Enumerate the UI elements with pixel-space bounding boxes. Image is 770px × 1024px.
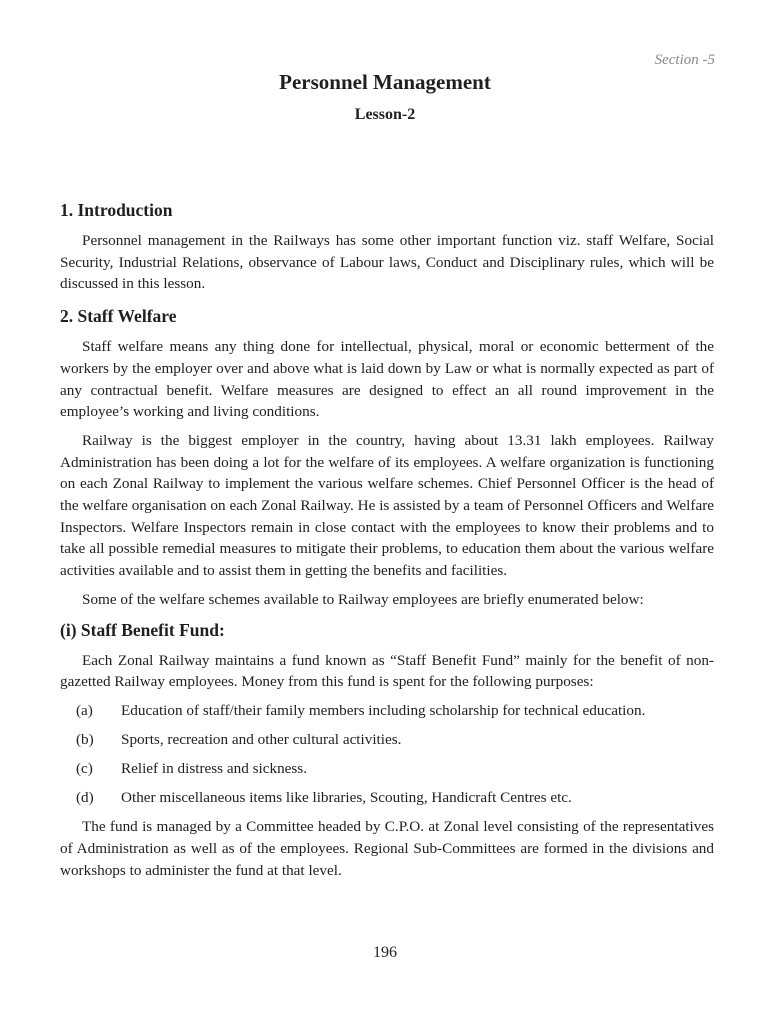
benefit-fund-closing: The fund is managed by a Committee headed by C.P.O. at Zonal level consisting of the representatives of Administration as well as of the employees. Regional Sub-Committees are formed in the divisions and workshops to administer the fund at that level. — [60, 818, 714, 879]
list-item-text: Education of staff/their family members including scholarship for technical education. — [121, 701, 646, 719]
page-number: 196 — [373, 944, 397, 961]
welfare-paragraph: Railway is the biggest employer in the country, having about 13.31 lakh employees. Railway Administration has been doing a lot for the welfare of its employees. A welfare organization is functioning on each Zonal Railway to implement the various welfare schemes. Chief Personnel Officer is the head of the welfare organisation on each Zonal Railway. He is assisted by a team of Personnel Officers and Welfare Inspectors. Welfare Inspectors remain in close contact with the employees to know their problems and to take all possible remedial measures to mitigate their problems, to education them about the various welfare activities available and to assist them in getting the benefits and facilities. — [60, 431, 714, 580]
list-item — [60, 787, 714, 809]
list-marker: (d) — [76, 788, 94, 806]
list-marker: (b) — [76, 730, 94, 748]
list-item-text: Relief in distress and sickness. — [121, 759, 308, 777]
introduction-heading: 1. Introduction — [60, 200, 173, 220]
list-marker: (a) — [76, 701, 93, 719]
welfare-paragraph: Some of the welfare schemes available to Railway employees are briefly enumerated below: — [82, 590, 644, 608]
welfare-paragraph: Staff welfare means any thing done for intellectual, physical, moral or economic betterment of the workers by the employer over and above what is laid down by Law or what is normally expected as part of any contractual benefit. Welfare measures are designed to effect an all round improvement in the employee’s working and living conditions. — [60, 338, 714, 421]
list-item — [60, 729, 714, 751]
benefit-fund-intro: Each Zonal Railway maintains a fund known as “Staff Benefit Fund” mainly for the benefit of non-gazetted Railway employees. Money from this fund is spent for the following purposes: — [60, 651, 714, 691]
staff-welfare-heading: 2. Staff Welfare — [60, 306, 177, 327]
lesson-label: Lesson-2 — [354, 106, 416, 123]
purposes-list — [60, 700, 714, 808]
list-item-text: Sports, recreation and other cultural activities. — [121, 730, 402, 748]
section-label: Section -5 — [654, 52, 715, 68]
introduction-paragraph: Personnel management in the Railways has some other important function viz. staff Welfare, Social Security, Industrial Relations, observance of Labour laws, Conduct and Disciplinary rules, which will be discussed in this lesson. — [60, 232, 714, 293]
list-marker: (c) — [76, 759, 93, 777]
page-title: Personnel Management — [279, 70, 491, 94]
staff-benefit-fund-heading: (i) Staff Benefit Fund: — [60, 619, 225, 640]
list-item — [60, 758, 714, 780]
list-item — [60, 700, 714, 722]
document-body — [60, 198, 714, 888]
list-item-text: Other miscellaneous items like libraries, Scouting, Handicraft Centres etc. — [121, 788, 572, 806]
